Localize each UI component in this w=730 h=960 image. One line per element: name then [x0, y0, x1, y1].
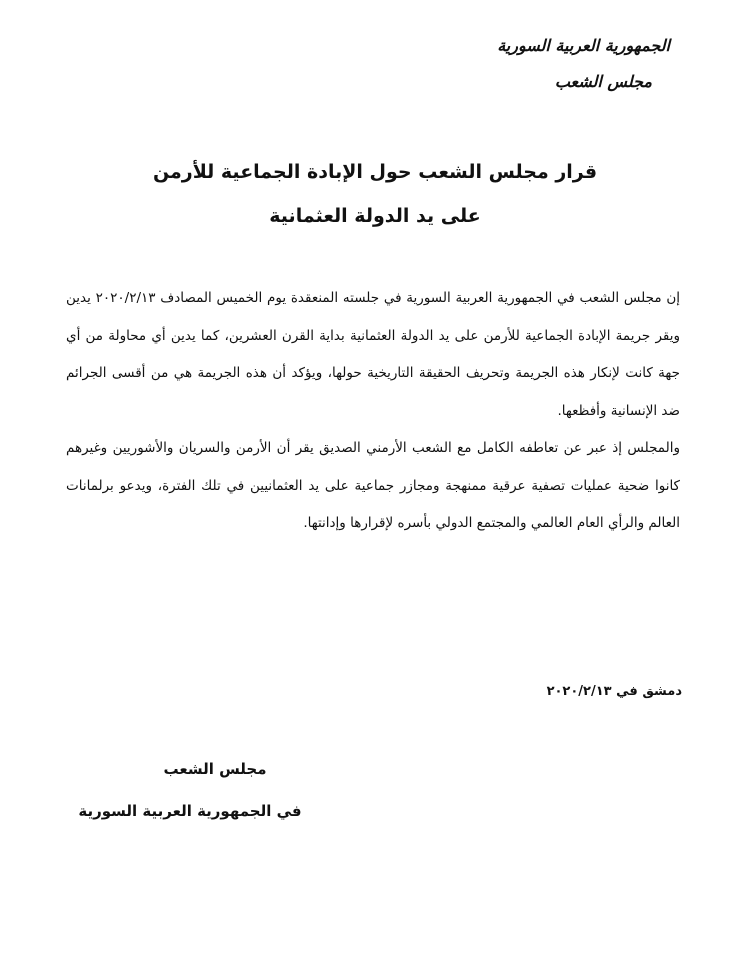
body-paragraph-1: إن مجلس الشعب في الجمهورية العربية السورية في جلسته المنعقدة يوم الخميس المصادف ٢٠٢٠/٢/١٣ يدين ويقر جريمة الإبادة الجماعية للأرمن على يد الدولة العثمانية بداية القرن العشرين، كما يدين أي محاولة من أي جهة كانت لإنكار هذه الجريمة وتحريف الحقيقة التاريخية حولها، ويؤكد أن هذه الجريمة هي من أقسى الجرائم ضد الإنسانية وأفظعها.	[66, 290, 680, 419]
document-body	[66, 280, 680, 543]
letterhead	[410, 28, 670, 100]
document-title	[0, 150, 730, 238]
document-date: دمشق في ٢٠٢٠/٢/١٣	[546, 684, 682, 699]
body-paragraph-2: والمجلس إذ عبر عن تعاطفه الكامل مع الشعب الأرمني الصديق يقر أن الأرمن والسريان والأشوريين وغيرهم كانوا ضحية عمليات تصفية عرقية ممنهجة ومجازر جماعية على يد العثمانيين في تلك الفترة، ويدعو برلمانات العالم والرأي العام العالمي والمجتمع الدولي بأسره لإقرارها وإدانتها.	[66, 440, 680, 531]
signature-line-1: مجلس الشعب	[163, 760, 267, 778]
letterhead-council: مجلس الشعب	[554, 72, 652, 91]
signature-block	[60, 748, 320, 832]
title-line-1: قرار مجلس الشعب حول الإبادة الجماعية للأرمن	[152, 161, 598, 183]
signature-line-2: في الجمهورية العربية السورية	[78, 802, 302, 820]
letterhead-country: الجمهورية العربية السورية	[497, 36, 670, 55]
title-line-2: على يد الدولة العثمانية	[269, 205, 481, 227]
